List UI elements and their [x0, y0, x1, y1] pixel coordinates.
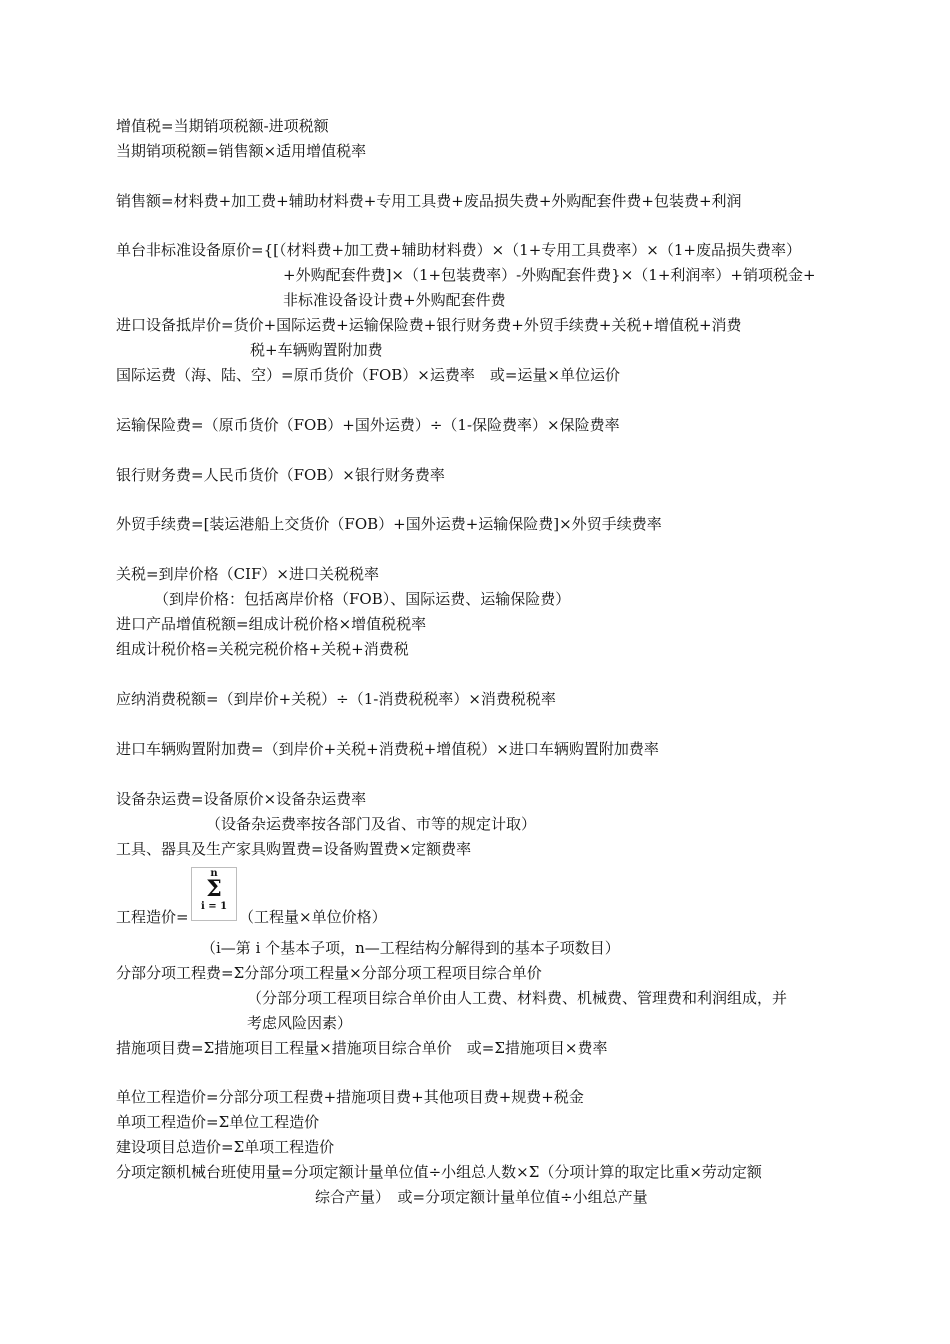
- formula-transport-insurance: 运输保险费=（原币货价（FOB）+国外运费）÷（1-保险费率）×保险费率: [116, 416, 620, 434]
- note-misc-freight-rate: （设备杂运费率按各部门及省、市等的规定计取）: [206, 815, 537, 833]
- formula-project-cost-label: 工程造价=: [116, 908, 189, 926]
- formula-sales: 销售额=材料费+加工费+辅助材料费+专用工具费+废品损失费+外购配套件费+包装费+利润: [116, 192, 742, 210]
- formula-single-project-cost: 单项工程造价=Σ单位工程造价: [116, 1113, 320, 1131]
- formula-international-freight: 国际运费（海、陆、空）=原币货价（FOB）×运费率 或=运量×单位运价: [116, 366, 621, 384]
- note-composite-unit-price-cont: 考虑风险因素）: [247, 1014, 353, 1032]
- formula-machine-shift-usage-cont: 综合产量） 或=分项定额计量单位值÷小组总产量: [315, 1188, 648, 1206]
- formula-nonstandard-equipment-price-cont-1: +外购配套件费]×（1+包装费率）-外购配套件费}×（1+利润率）+销项税金+: [283, 266, 816, 284]
- formula-project-cost-expression: （工程量×单位价格）: [239, 908, 387, 926]
- formula-imported-equipment-landed-price-cont: 税+车辆购置附加费: [250, 341, 383, 359]
- formula-output-tax: 当期销项税额=销售额×适用增值税率: [116, 142, 367, 160]
- summation-symbol: [191, 867, 237, 921]
- formula-equipment-misc-freight: 设备杂运费=设备原价×设备杂运费率: [116, 790, 367, 808]
- formula-measures-fee: 措施项目费=Σ措施项目工程量×措施项目综合单价 或=Σ措施项目×费率: [116, 1039, 608, 1057]
- note-summation-variables: （i—第 i 个基本子项，n—工程结构分解得到的基本子项数目）: [201, 939, 620, 957]
- formula-tools-purchase: 工具、器具及生产家具购置费=设备购置费×定额费率: [116, 840, 472, 858]
- formula-itemized-works-fee: 分部分项工程费=Σ分部分项工程量×分部分项工程项目综合单价: [116, 964, 542, 982]
- formula-vat: 增值税=当期销项税额-进项税额: [116, 117, 329, 135]
- formula-foreign-trade-fee: 外贸手续费=[装运港船上交货价（FOB）+国外运费+运输保险费]×外贸手续费率: [116, 515, 662, 533]
- summation-lower-limit: i = 1: [200, 901, 228, 912]
- formula-total-project-cost: 建设项目总造价=Σ单项工程造价: [116, 1138, 335, 1156]
- formula-consumption-tax: 应纳消费税额=（到岸价+关税）÷（1-消费税税率）×消费税税率: [116, 690, 556, 708]
- summation-sign: Σ: [206, 876, 222, 902]
- formula-import-vat: 进口产品增值税额=组成计税价格×增值税税率: [116, 615, 427, 633]
- formula-machine-shift-usage: 分项定额机械台班使用量=分项定额计量单位值÷小组总人数×Σ（分项计算的取定比重×劳动定额: [116, 1163, 762, 1181]
- formula-vehicle-purchase-fee: 进口车辆购置附加费=（到岸价+关税+消费税+增值税）×进口车辆购置附加费率: [116, 740, 659, 758]
- note-composite-unit-price: （分部分项工程项目综合单价由人工费、材料费、机械费、管理费和利润组成，并: [247, 989, 788, 1007]
- formula-unit-project-cost: 单位工程造价=分部分项工程费+措施项目费+其他项目费+规费+税金: [116, 1088, 584, 1106]
- formula-nonstandard-equipment-price: 单台非标准设备原价={[（材料费+加工费+辅助材料费）×（1+专用工具费率）×（1+废品损失费率）: [116, 241, 801, 259]
- formula-composite-tax-price: 组成计税价格=关税完税价格+关税+消费税: [116, 640, 409, 658]
- formula-imported-equipment-landed-price: 进口设备抵岸价=货价+国际运费+运输保险费+银行财务费+外贸手续费+关税+增值税+消费: [116, 316, 742, 334]
- note-cif: （到岸价格：包括离岸价格（FOB）、国际运费、运输保险费）: [154, 590, 571, 608]
- summation-upper-limit: n: [210, 868, 218, 879]
- formula-nonstandard-equipment-price-cont-2: 非标准设备设计费+外购配套件费: [283, 291, 506, 309]
- formula-tariff: 关税=到岸价格（CIF）×进口关税税率: [116, 565, 379, 583]
- formula-bank-fee: 银行财务费=人民币货价（FOB）×银行财务费率: [116, 466, 445, 484]
